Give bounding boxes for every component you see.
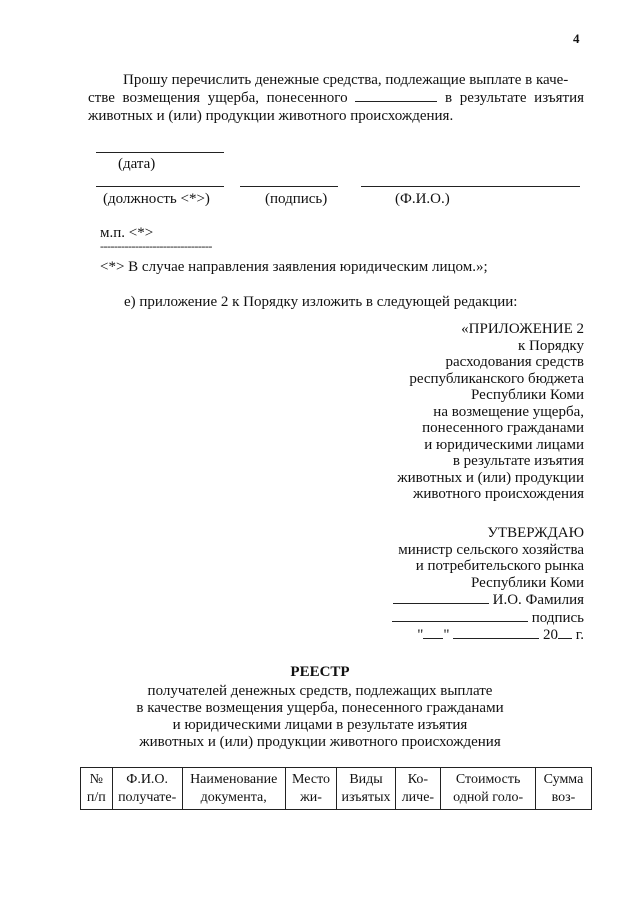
header-text: жи- [300, 790, 322, 805]
registry-subtitle-line: в качестве возмещения ущерба, понесенного гражданами [136, 700, 504, 716]
col-document-header [182, 768, 285, 810]
page-number: 4 [573, 31, 580, 46]
request-line-2-a: стве возмещения ущерба, понесенного [88, 90, 348, 106]
appendix-line: «ПРИЛОЖЕНИЕ 2 [461, 321, 584, 337]
request-paragraph [88, 71, 584, 125]
footnote-separator: -------------------------------- [100, 240, 212, 252]
col-quantity-header [395, 768, 441, 810]
col-cost-header [441, 768, 536, 810]
fio-line [361, 186, 580, 187]
col-sum-header [535, 768, 591, 810]
date-line [96, 152, 224, 153]
date-month-blank [453, 626, 539, 639]
header-text: изъятых [341, 790, 391, 805]
approval-name-row [324, 591, 584, 609]
registry-heading [0, 664, 640, 751]
header-text: получате- [118, 790, 177, 805]
appendix-line: на возмещение ущерба, [433, 403, 584, 420]
header-text: № [89, 772, 103, 787]
appendix-line: животных и (или) продукции [397, 469, 584, 486]
col-number-header [81, 768, 113, 810]
appendix-line: к Порядку [518, 337, 584, 354]
position-line [96, 186, 224, 187]
header-text: одной голо- [453, 790, 524, 805]
header-text: Наименование [190, 772, 278, 787]
approval-line: и потребительского рынка [415, 558, 584, 574]
header-text: личе- [401, 790, 435, 805]
amendment-text: е) приложение 2 к Порядку изложить в следующей редакции: [124, 294, 518, 310]
signature-line [240, 186, 338, 187]
appendix-line: понесенного гражданами [422, 420, 584, 436]
header-text: Ф.И.О. [126, 772, 169, 787]
approval-sign-row [324, 609, 584, 627]
date-quote-open: " [417, 627, 424, 643]
approval-line: Республики Коми [471, 574, 584, 591]
registry-subtitle-line: получателей денежных средств, подлежащих выплате [147, 683, 493, 699]
col-place-header [285, 768, 337, 810]
appendix-line: Республики Коми [471, 387, 584, 403]
appendix-line: животного происхождения [413, 486, 584, 502]
position-label: (должность <*>) [103, 191, 210, 207]
date-label: (дата) [118, 156, 156, 172]
request-line-1: Прошу перечислить денежные средства, подлежащие выплате в каче- [123, 72, 569, 88]
request-line-2 [88, 89, 584, 107]
approval-title: УТВЕРЖДАЮ [487, 525, 584, 541]
header-text: Сумма [543, 772, 584, 787]
footnote-text: <*> В случае направления заявления юридическим лицом.»; [100, 259, 488, 275]
approval-sign-label: подпись [531, 609, 584, 626]
table-header-row [81, 768, 592, 810]
appendix-line: и юридическими лицами [424, 436, 584, 453]
col-fio-header [112, 768, 182, 810]
approval-line: министр сельского хозяйства [398, 541, 584, 558]
col-types-header [337, 768, 395, 810]
appendix-line: в результате изъятия [452, 453, 584, 469]
registry-table [80, 767, 592, 810]
header-text: Виды [349, 772, 383, 787]
approval-name-blank [393, 591, 489, 604]
header-text: Место [292, 772, 331, 787]
date-day-blank [423, 626, 443, 639]
date-year: 20 [543, 627, 559, 643]
date-year-blank [558, 626, 572, 639]
registry-title: РЕЕСТР [290, 664, 350, 680]
damaged-party-blank [355, 89, 437, 102]
appendix-line: расходования средств [445, 354, 584, 370]
appendix-header [324, 321, 584, 503]
approval-block [324, 525, 584, 644]
header-text: Стоимость [455, 772, 521, 787]
header-text: Ко- [407, 772, 429, 787]
header-text: п/п [86, 790, 106, 805]
request-line-2-b: в результате изъятия [444, 90, 584, 106]
signature-label: (подпись) [265, 191, 328, 207]
header-text: документа, [200, 790, 267, 805]
approval-name: И.О. Фамилия [492, 592, 584, 608]
registry-subtitle-line: животных и (или) продукции животного происхождения [139, 734, 501, 750]
header-text: воз- [551, 790, 576, 805]
appendix-line: республиканского бюджета [409, 370, 584, 387]
approval-sign-blank [392, 609, 528, 622]
registry-subtitle-line: и юридическими лицами в результате изъятия [172, 717, 468, 733]
fio-label: (Ф.И.О.) [395, 191, 450, 207]
date-quote-close: " [443, 627, 450, 643]
date-suffix: г. [575, 627, 584, 643]
approval-date-row [324, 626, 584, 644]
seal-label: м.п. <*> [100, 225, 154, 241]
request-line-3: животных и (или) продукции животного происхождения. [88, 108, 454, 124]
